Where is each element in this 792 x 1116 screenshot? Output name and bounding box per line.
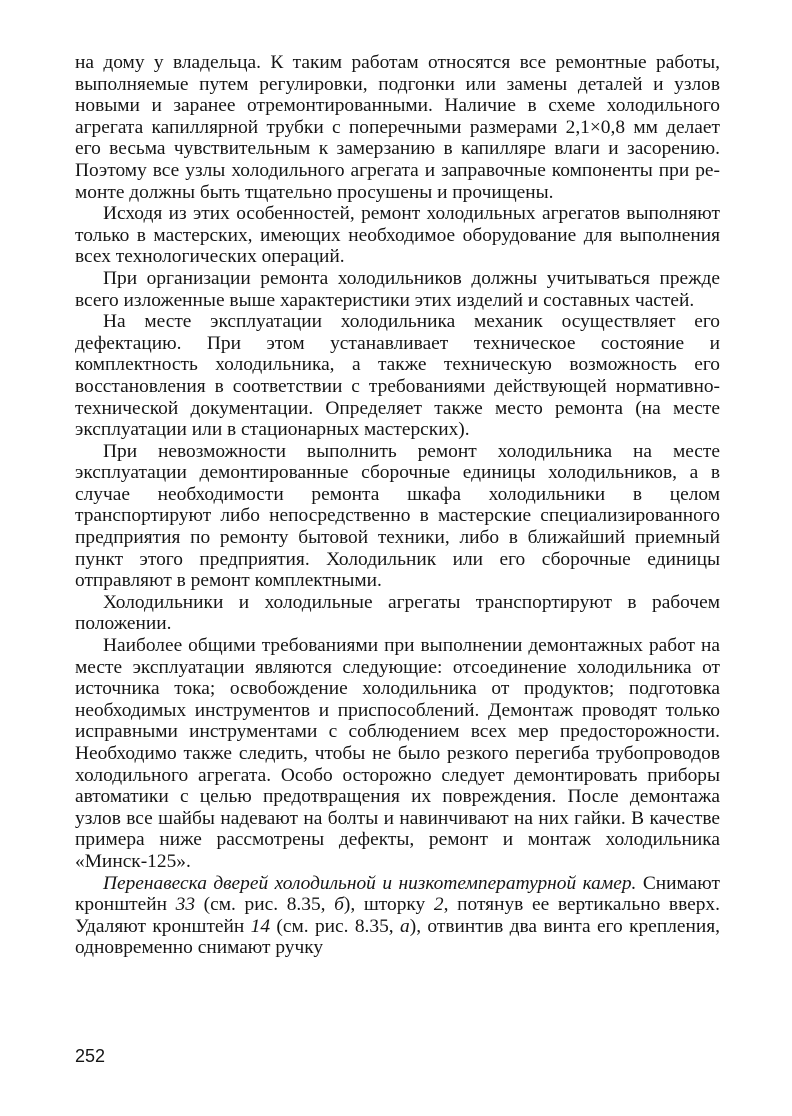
paragraph-defect-detection: На месте эксплуатации холодильника механик осуществляет его дефектацию. При этом устанавливает техническое состояние и комплектность холодильника, а также техническую возможность его восстановления в соответствии с требованиями действующей нормативно-технической документации. Определяет также место ремонта (на месте эксплуатации или в стационарных мастерских). [75, 311, 720, 441]
text-run: (см. рис. 8.35, [195, 894, 335, 916]
paragraph-dismantling-requirements: Наиболее общими требованиями при выполнении демонтажных работ на месте эксплуатации являются следующие: отсоединение холодильника от источника тока; освобождение холодильника от продуктов; подготовка необходимых инструментов и приспособлений. Демонтаж проводят только исправными инструментами с соблюдением всех мер предосторожности. Необходимо также следить, чтобы не было резкого перегиба трубопроводов холодильного агрегата. Особо осторожно следует демонтировать приборы автоматики с целью предотвращения их повреждения. После демонтажа узлов все шайбы надевают на болты и навинчивают на них гайки. В качестве примера ниже рассмотрены дефекты, ремонт и монтаж холодильника «Минск-125». [75, 635, 720, 872]
text-run: ), отвинтив два винта его крепления, одновременно снимают ручку [75, 915, 720, 959]
text-run: , потянув ее вертикально вверх. Удаляют кронштейн [75, 894, 720, 937]
figure-ref-number: 14 [250, 915, 271, 937]
figure-ref-letter: а [400, 915, 410, 937]
text-run: (см. рис. 8.35, [270, 915, 401, 937]
text-run: Снимают кронштейн [75, 872, 720, 916]
figure-ref-number: 2 [433, 894, 444, 916]
paragraph-repair-organization: При организации ремонта холодильников должны учитываться прежде всего изложенные выше характеристики этих изделий и составных частей. [75, 267, 720, 311]
text-run: ), шторку [343, 894, 434, 916]
paragraph-door-rehanging [75, 873, 720, 959]
figure-ref-letter: б [334, 894, 344, 916]
paragraph-repair-workshops: Исходя из этих особенностей, ремонт холодильных агрегатов выполняют только в мастерских, имеющих необходимое оборудование для выполнения всех технологических операций. [75, 203, 720, 268]
paragraph-working-position: Холодильники и холодильные агрегаты транспортируют в рабочем положении. [75, 591, 720, 635]
document-page [75, 52, 720, 959]
page-number: 252 [75, 1046, 106, 1066]
paragraph-continuation: на дому у владельца. К таким работам относятся все ремонтные работы, выполняемые путем регулировки, подгонки или замены деталей и узлов новыми и заранее отремонтированными. Наличие в схеме холодильного агрегата капиллярной трубки с поперечными размерами 2,1×0,8 мм делает его весьма чувствительным к замерзанию в капилляре влаги и засорению. Поэтому все узлы холодильного агрегата и заправочные компоненты при ремонте должны быть тщательно просушены и прочищены. [75, 52, 720, 203]
paragraph-transport-units: При невозможности выполнить ремонт холодильника на месте эксплуатации демонтированные сборочные единицы холодильников, а в случае необходимости ремонта шкафа холодильники в целом транспортируют либо непосредственно в мастерские специализированного предприятия по ремонту бытовой техники, либо в ближайший приемный пункт этого предприятия. Холодильник или его сборочные единицы отправляют в ремонт комплектными. [75, 440, 720, 592]
section-heading: Перенавеска дверей холодильной и низкотемпературной камер. [103, 872, 637, 894]
figure-ref-number: 33 [175, 894, 196, 916]
